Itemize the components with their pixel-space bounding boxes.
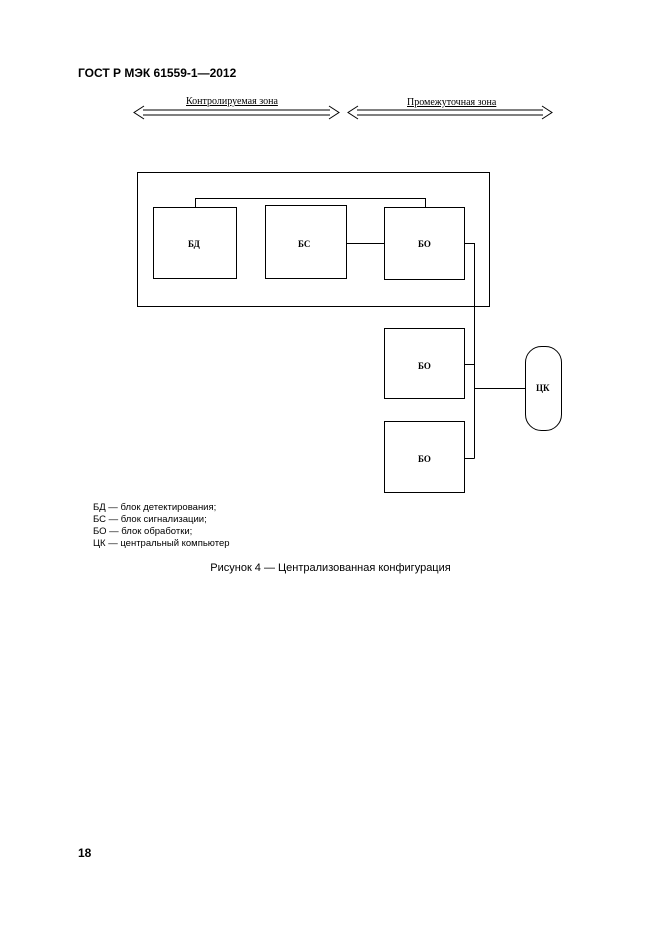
controlled-zone-arrow (134, 106, 339, 119)
bo-label-3: БО (418, 454, 431, 464)
bo-label-2: БО (418, 361, 431, 371)
controlled-zone-label: Контролируемая зона (186, 96, 278, 107)
page-number: 18 (78, 846, 92, 860)
legend-item: ЦК — центральный компьютер (93, 538, 230, 549)
intermediate-zone-arrow (348, 106, 552, 119)
intermediate-zone-label: Промежуточная зона (407, 97, 497, 108)
legend (93, 502, 230, 550)
bd-label: БД (188, 239, 200, 249)
bo-label-1: БО (418, 239, 431, 249)
connection-lines (196, 199, 526, 459)
bs-label: БС (298, 239, 311, 249)
legend-item: БД — блок детектирования; (93, 502, 217, 513)
document-header: ГОСТ Р МЭК 61559-1—2012 (78, 66, 237, 80)
legend-item: БО — блок обработки; (93, 526, 193, 537)
ck-label: ЦК (536, 383, 550, 393)
figure-caption: Рисунок 4 — Централизованная конфигурация (210, 562, 451, 574)
legend-item: БС — блок сигнализации; (93, 514, 207, 525)
